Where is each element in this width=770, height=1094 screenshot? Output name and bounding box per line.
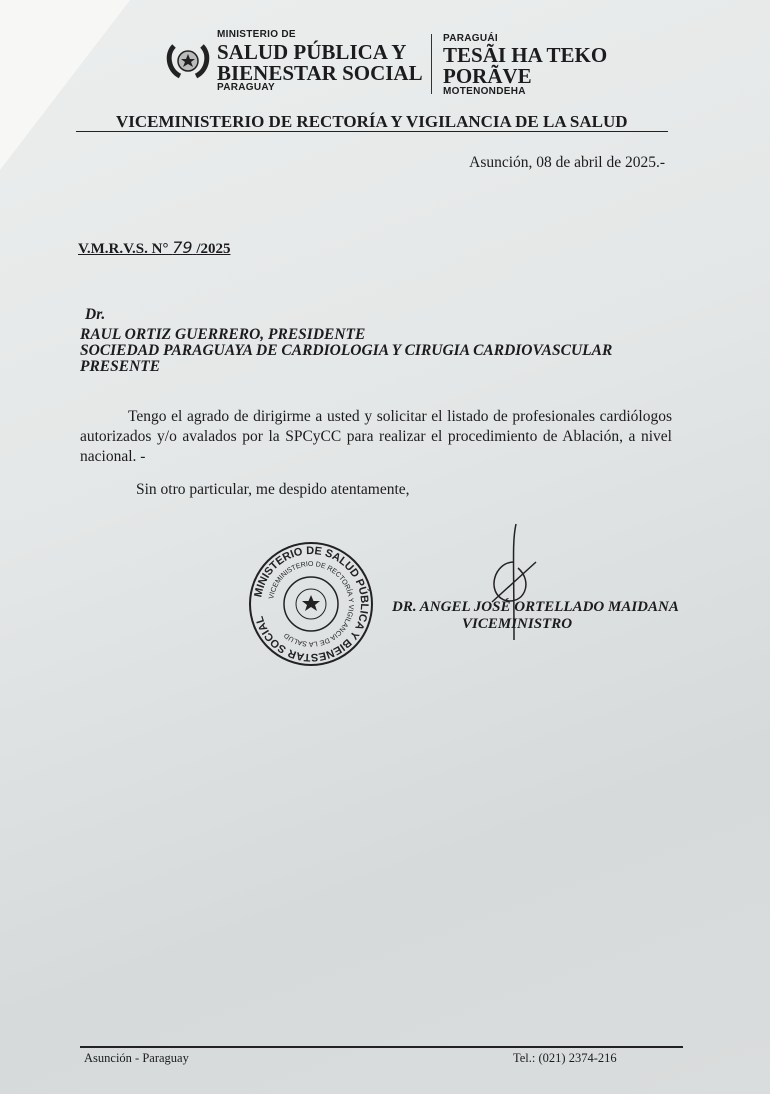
footer-rule — [80, 1046, 683, 1048]
logo-divider — [431, 34, 432, 94]
closing: Sin otro particular, me despido atentamente, — [136, 481, 410, 498]
recipient-organization: SOCIEDAD PARAGUAYA DE CARDIOLOGIA Y CIRUGIA CARDIOVASCULAR — [80, 342, 613, 359]
guarani-small: PARAGUÁI — [443, 33, 498, 44]
body-paragraph: Tengo el agrado de dirigirme a usted y solicitar el listado de profesionales cardiólogos autorizados y/o avalados por la SPCyCC para realizar el procedimiento de Ablación, a nivel nacional. - — [80, 408, 672, 465]
ministry-emblem-icon — [166, 40, 210, 80]
footer-city: Asunción - Paraguay — [84, 1051, 189, 1065]
recipient-presente: PRESENTE — [80, 358, 161, 375]
reference-prefix: V.M.R.V.S. N° — [78, 241, 169, 257]
ministry-small: MINISTERIO DE — [217, 29, 296, 40]
country: PARAGUAY — [217, 82, 275, 93]
guarani-line1: TESÃI HA TEKO — [443, 43, 608, 67]
reference-suffix: /2025 — [196, 241, 231, 257]
official-stamp — [248, 541, 374, 667]
recipient-name: RAUL ORTIZ GUERRERO, PRESIDENTE — [80, 326, 366, 343]
signatory-name: DR. ANGEL JOSÉ ORTELLADO MAIDANA — [392, 599, 679, 615]
footer-phone: Tel.: (021) 2374-216 — [513, 1051, 617, 1065]
signatory-position: VICEMINISTRO — [462, 616, 573, 632]
guarani-line2: PORÃVE — [443, 64, 532, 88]
vice-ministry-title: VICEMINISTERIO DE RECTORÍA Y VIGILANCIA DE LA SALUD — [116, 112, 628, 131]
reference-handwritten-number: 79 — [172, 238, 193, 257]
recipient-title: Dr. — [85, 306, 106, 323]
paper-corner — [0, 0, 130, 170]
svg-text:MINISTERIO DE SALUD PÚBLICA Y: MINISTERIO DE SALUD PÚBLICA Y BIENESTAR SOCIAL — [252, 544, 371, 664]
reference-number — [78, 238, 231, 258]
guarani-sub: MOTENONDEHA — [443, 86, 526, 97]
ministry-line2: BIENESTAR SOCIAL — [217, 61, 423, 85]
ministry-line1: SALUD PÚBLICA Y — [217, 40, 407, 64]
date: Asunción, 08 de abril de 2025.- — [469, 154, 665, 171]
svg-text:VICEMINISTERIO DE RECTORÍA Y V: VICEMINISTERIO DE RECTORÍA Y VIGILANCIA DE LA SALUD — [268, 560, 355, 648]
header-rule — [76, 131, 668, 132]
